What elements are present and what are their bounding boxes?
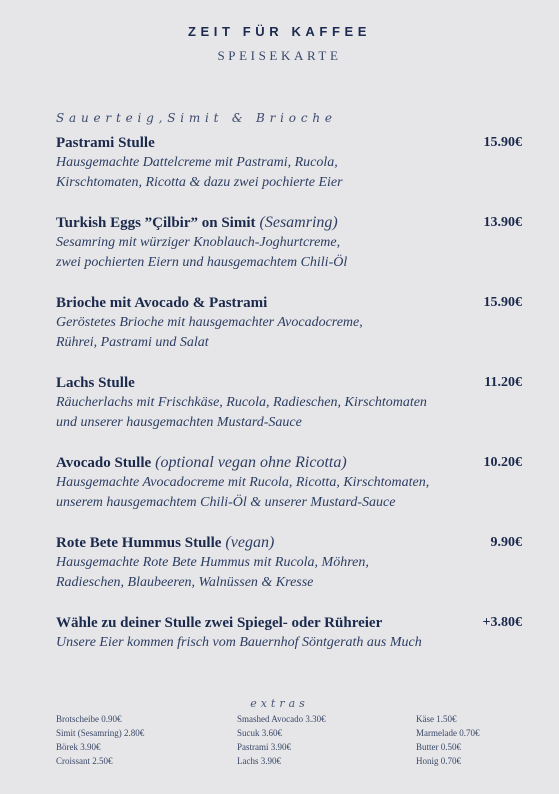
menu-item	[56, 133, 526, 213]
extras-title: extras	[250, 697, 309, 710]
item-description-line: Unsere Eier kommen frisch vom Bauernhof Söntgerath aus Much	[56, 635, 422, 650]
item-name: Pastrami Stulle	[56, 135, 155, 151]
item-price: 10.20€	[483, 455, 522, 470]
item-description-line: Rührei, Pastrami und Salat	[56, 335, 209, 350]
extras-item: Marmelade 0.70€	[416, 728, 480, 738]
item-name: Lachs Stulle	[56, 375, 135, 391]
item-description-line: zwei pochierten Eiern und hausgemachtem Chili-Öl	[56, 255, 348, 270]
item-price: 11.20€	[484, 375, 522, 390]
item-price: 15.90€	[483, 135, 522, 150]
item-name: Wähle zu deiner Stulle zwei Spiegel- oder Rühreier	[56, 615, 383, 631]
item-description-line: unserem hausgemachtem Chili-Öl & unserer Mustard-Sauce	[56, 495, 396, 510]
extras-item: Käse 1.50€	[416, 714, 457, 724]
extras-item: Sucuk 3.60€	[237, 728, 282, 738]
item-description-line: Hausgemachte Avocadocreme mit Rucola, Ricotta, Kirschtomaten,	[56, 475, 430, 490]
item-name: Avocado Stulle	[56, 455, 152, 471]
menu-list	[56, 133, 526, 693]
extras-item: Honig 0.70€	[416, 756, 461, 766]
item-note: (Sesamring)	[259, 214, 338, 231]
menu-item	[56, 293, 526, 373]
brand-title: ZEIT FÜR KAFFEE	[187, 24, 372, 39]
item-description-line: Kirschtomaten, Ricotta & dazu zwei pochierte Eier	[56, 175, 343, 190]
extras-item: Smashed Avocado 3.30€	[237, 714, 326, 724]
item-price: 15.90€	[483, 295, 522, 310]
item-price: 9.90€	[490, 535, 522, 550]
menu-item	[56, 533, 526, 613]
item-price: 13.90€	[483, 215, 522, 230]
item-name: Rote Bete Hummus Stulle	[56, 535, 222, 551]
extras-item: Börek 3.90€	[56, 742, 101, 752]
extras-item: Butter 0.50€	[416, 742, 461, 752]
item-note: (optional vegan ohne Ricotta)	[155, 454, 347, 471]
menu-header	[0, 24, 559, 64]
extras-item: Brotscheibe 0.90€	[56, 714, 122, 724]
menu-item	[56, 613, 526, 693]
extras-column	[56, 712, 144, 768]
menu-subtitle: SPEISEKARTE	[217, 48, 342, 63]
extras-column	[237, 712, 326, 768]
menu-item	[56, 453, 526, 533]
item-description-line: Sesamring mit würziger Knoblauch-Joghurtcreme,	[56, 235, 341, 250]
item-description-line: und unserer hausgemachten Mustard-Sauce	[56, 415, 302, 430]
extras-item: Croissant 2.50€	[56, 756, 113, 766]
extras-column	[416, 712, 479, 768]
menu-item	[56, 373, 526, 453]
item-description-line: Hausgemachte Rote Bete Hummus mit Rucola, Möhren,	[56, 555, 369, 570]
extras-item: Simit (Sesamring) 2.80€	[56, 728, 145, 738]
item-price: +3.80€	[482, 615, 522, 630]
extras-item: Lachs 3.90€	[237, 756, 281, 766]
item-name: Turkish Eggs ”Çilbir” on Simit	[56, 215, 256, 231]
item-description-line: Räucherlachs mit Frischkäse, Rucola, Radieschen, Kirschtomaten	[56, 395, 427, 410]
item-description-line: Hausgemachte Dattelcreme mit Pastrami, Rucola,	[56, 155, 338, 170]
item-description-line: Geröstetes Brioche mit hausgemachter Avocadocreme,	[56, 315, 363, 330]
item-description-line: Radieschen, Blaubeeren, Walnüssen & Kresse	[56, 575, 314, 590]
section-title: Sauerteig,Simit & Brioche	[56, 111, 337, 125]
extras-item: Pastrami 3.90€	[237, 742, 291, 752]
item-name: Brioche mit Avocado & Pastrami	[56, 295, 268, 311]
menu-item	[56, 213, 526, 293]
item-note: (vegan)	[225, 534, 275, 551]
